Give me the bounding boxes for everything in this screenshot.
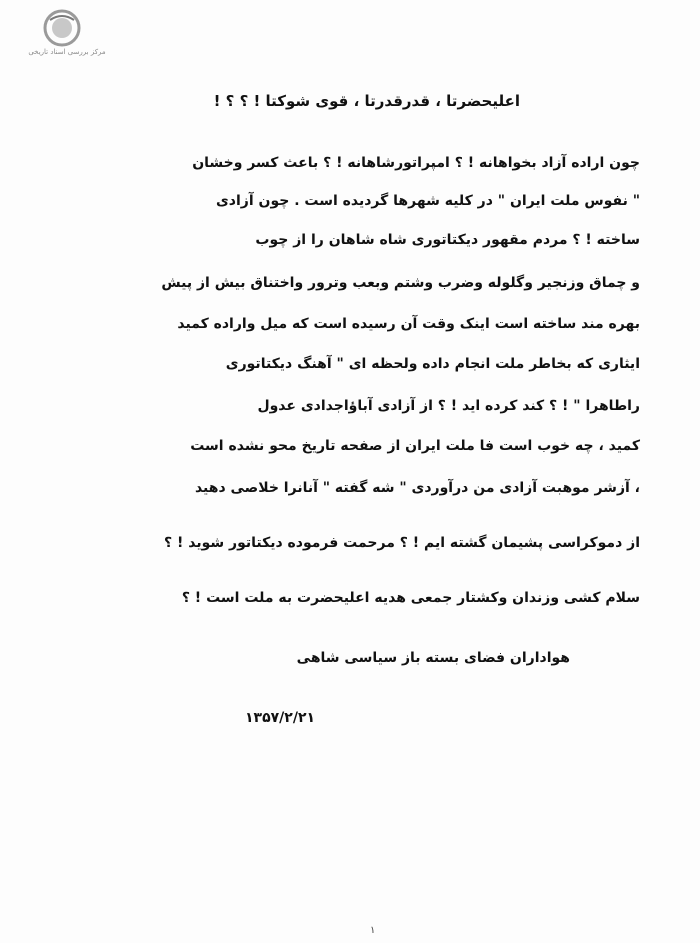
text-line: چون اراده آزاد بخواهانه ! ؟ امپراتورشاهانه ! ؟ باعث کسر وخشان (192, 155, 640, 171)
document-title: اعلیحضرتا ، قدرقدرتا ، قوی شوکتا ! ؟ ؟ ! (213, 92, 520, 110)
text-line: بهره مند ساخته است اینک وقت آن رسیده است که میل واراده کمید (177, 316, 640, 332)
archive-logo (12, 8, 112, 58)
signature: هواداران فضای بسته باز سیاسی شاهی (296, 650, 570, 666)
document-date: ۱۳۵۷/۲/۲۱ (245, 710, 316, 726)
text-line: و چماق وزنجیر وگلوله وضرب وشتم وبعب وترور واختناق بیش از پیش (161, 275, 640, 291)
text-line: راطاهرا " ! ؟ کند کرده اید ! ؟ از آزادی آباؤاجدادی عدول (257, 398, 640, 414)
page-mark: ۱ (370, 925, 376, 936)
text-line: کمید ، چه خوب است فا ملت ایران از صفحه تاریخ محو نشده است (190, 438, 640, 454)
text-line: از دموکراسی پشیمان گشته ایم ! ؟ مرحمت فرموده دیکتاتور شوید ! ؟ (164, 535, 640, 551)
text-line: ، آزشر موهبت آزادی من درآوردی " شه گفته " آنانرا خلاصی دهید (194, 480, 640, 496)
text-line: ایثاری که بخاطر ملت انجام داده ولحظه ای " آهنگ دیکتاتوری (225, 356, 640, 372)
text-line: ساخته ! ؟ مردم مقهور دیکتاتوری شاه شاهان را از چوب (255, 232, 640, 248)
archive-logo-text: مرکز بررسی اسناد تاریخی (28, 48, 106, 56)
text-line: سلام کشی وزندان وکشتار جمعی هدیه اعلیحضرت به ملت است ! ؟ (181, 590, 640, 606)
archive-logo-icon (42, 8, 82, 48)
text-line: " نفوس ملت ایران " در کلیه شهرها گردیده است . چون آزادی (215, 193, 640, 209)
